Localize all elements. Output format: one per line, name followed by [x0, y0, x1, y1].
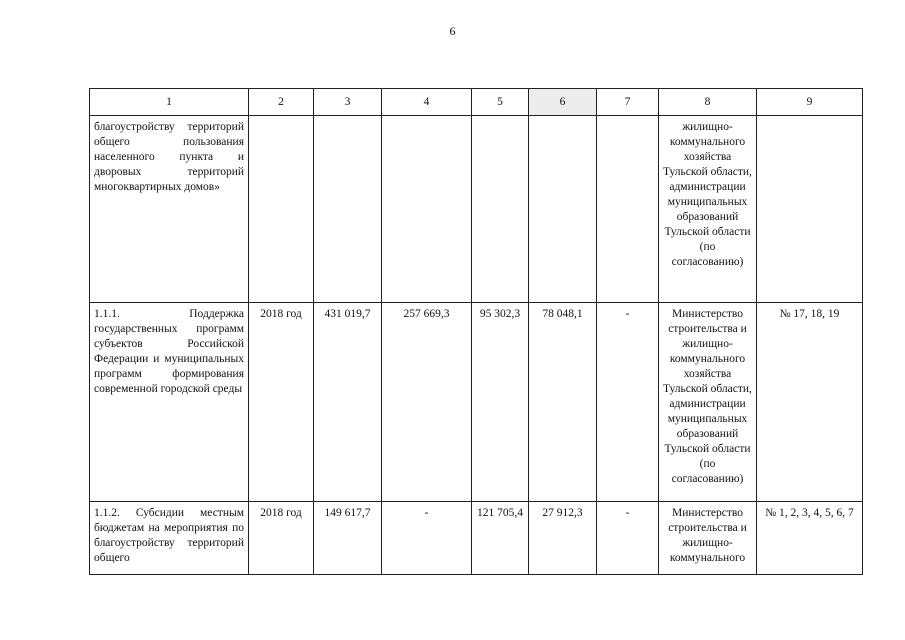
indicators: № 17, 18, 19 [757, 303, 863, 502]
header-col-1: 1 [90, 89, 249, 116]
header-col-8: 8 [659, 89, 757, 116]
header-col-3: 3 [314, 89, 382, 116]
executor: жилищно-коммунального хозяйства Тульской области, администрации муниципальных образований Тульской области (по согласованию) [659, 116, 757, 303]
header-col-5: 5 [472, 89, 529, 116]
measure-name: благоустройству территорий общего пользования населенного пункта и дворовых территорий многоквартирных домов» [90, 116, 249, 303]
table-row [90, 116, 863, 303]
amount-col-7: - [597, 502, 659, 575]
total-amount [314, 116, 382, 303]
table-row [90, 502, 863, 575]
header-col-6: 6 [529, 89, 597, 116]
indicators: № 1, 2, 3, 4, 5, 6, 7 [757, 502, 863, 575]
amount-col-5: 121 705,4 [472, 502, 529, 575]
amount-col-4 [382, 116, 472, 303]
amount-col-5 [472, 116, 529, 303]
indicators [757, 116, 863, 303]
total-amount: 149 617,7 [314, 502, 382, 575]
period [249, 116, 314, 303]
page-number: 6 [449, 24, 456, 38]
measure-name: 1.1.2. Субсидии местным бюджетам на мероприятия по благоустройству территорий общего [90, 502, 249, 575]
executor: Министерство строительства и жилищно-коммунального хозяйства Тульской области, администрации муниципальных образований Тульской области (по согласованию) [659, 303, 757, 502]
executor: Министерство строительства и жилищно-коммунального [659, 502, 757, 575]
amount-col-7: - [597, 303, 659, 502]
table-header-row [90, 89, 863, 116]
amount-col-5: 95 302,3 [472, 303, 529, 502]
amount-col-4: 257 669,3 [382, 303, 472, 502]
program-table [89, 88, 863, 575]
amount-col-6: 78 048,1 [529, 303, 597, 502]
total-amount: 431 019,7 [314, 303, 382, 502]
period: 2018 год [249, 502, 314, 575]
period: 2018 год [249, 303, 314, 502]
header-col-4: 4 [382, 89, 472, 116]
header-col-9: 9 [757, 89, 863, 116]
amount-col-7 [597, 116, 659, 303]
header-col-7: 7 [597, 89, 659, 116]
amount-col-6 [529, 116, 597, 303]
amount-col-4: - [382, 502, 472, 575]
amount-col-6: 27 912,3 [529, 502, 597, 575]
table-row [90, 303, 863, 502]
header-col-2: 2 [249, 89, 314, 116]
measure-name: 1.1.1. Поддержка государственных программ субъектов Российской Федерации и муниципальных программ формирования современной городской среды [90, 303, 249, 502]
